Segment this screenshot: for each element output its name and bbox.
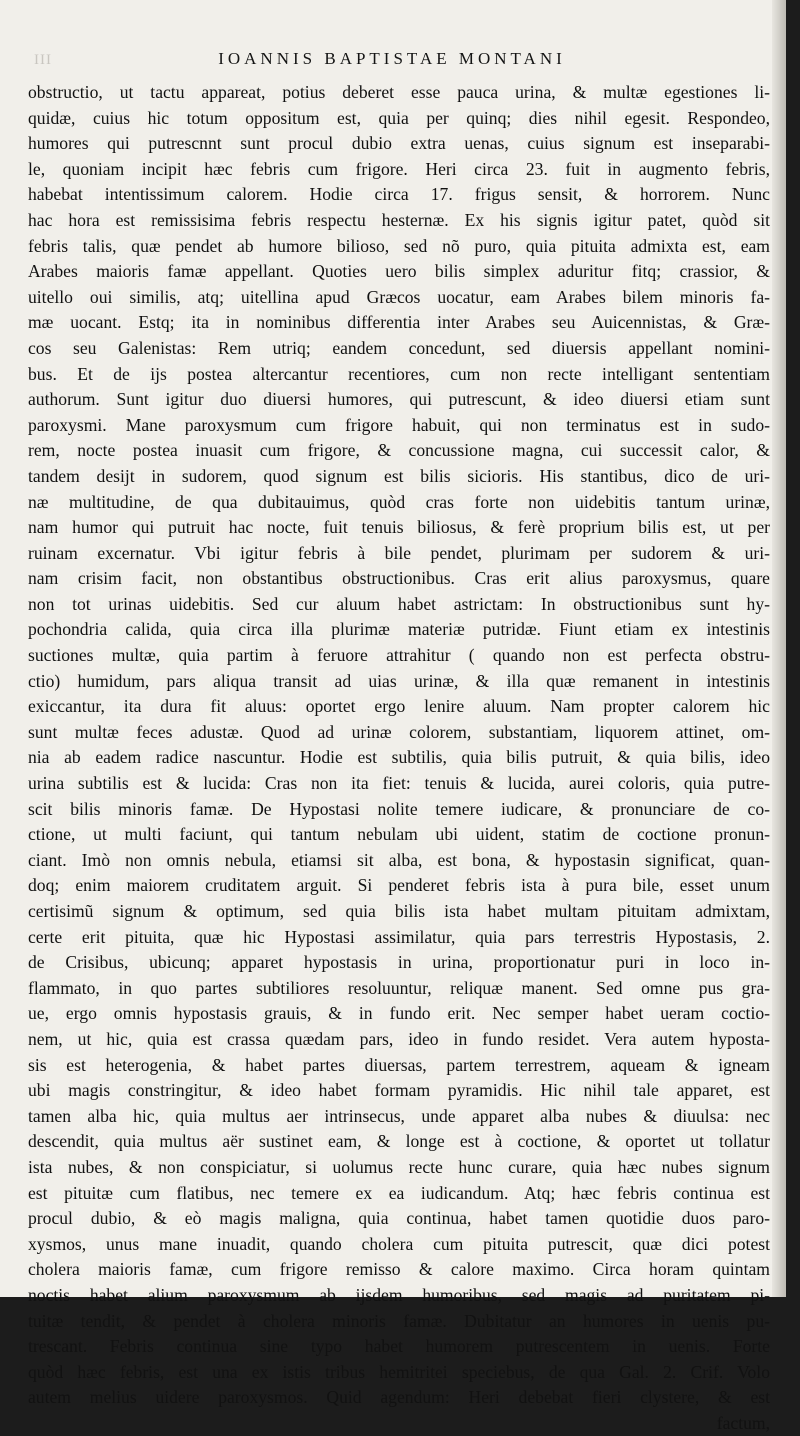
text-line: scit bilis minoris famæ. De Hypostasi nolite temere iudicare, & pronunciare de co- [28, 798, 770, 819]
text-line: paroxysmi. Mane paroxysmum cum frigore habuit, qui non terminatus est in sudo- [28, 414, 770, 435]
text-line: ctione, ut multi faciunt, qui tantum nebulam ubi uident, statim de coctione pronun- [28, 824, 770, 845]
text-line: procul dubio, & eò magis maligna, quia continua, habet tamen quotidie duos paro- [28, 1208, 770, 1229]
text-line: rem, nocte postea inuasit cum frigore, & concussione magna, cui successit calor, & [28, 440, 770, 461]
text-line: flammato, in quo partes subtiliores resoluuntur, reliquæ manent. Sed omne pus gra- [28, 977, 770, 998]
text-line: cholera maioris famæ, cum frigore remisso & calore maximo. Circa horam quintam [28, 1259, 770, 1280]
text-line: cos seu Galenistas: Rem utriq; eandem concedunt, sed diuersis appellant nomini- [28, 337, 770, 358]
text-line: non tot urinas uidebitis. Sed cur aluum habet astrictam: In obstructionibus sunt hy- [28, 593, 770, 614]
text-line: exiccantur, ita dura fit aluus: oportet ergo lenire aluum. Nam propter calorem hic [28, 696, 770, 717]
text-line: le, quoniam incipit hæc febris cum frigore. Heri circa 23. fuit in augmento febris, [28, 158, 770, 179]
text-line: ruinam excernatur. Vbi igitur febris à bile pendet, plurimam per sudorem & uri- [28, 542, 770, 563]
text-line: ciant. Imò non omnis nebula, etiamsi sit alba, est bona, & hypostasin significat, quan- [28, 849, 770, 870]
text-line: nem, ut hic, quia est crassa quædam pars, ideo in fundo residet. Vera autem hyposta- [28, 1028, 770, 1049]
body-text [28, 80, 770, 1436]
text-line: urina subtilis est & lucida: Cras non ita fiet: tenuis & lucida, aurei coloris, quia putre- [28, 773, 770, 794]
text-line: mæ uocant. Estq; ita in nominibus differentia inter Arabes seu Auicennistas, & Græ- [28, 312, 770, 333]
text-line: de Crisibus, ubicunq; apparet hypostasis in urina, proportionatur puri in loco in- [28, 952, 770, 973]
text-line: ue, ergo omnis hypostasis grauis, & in fundo erit. Nec semper habet ueram coctio- [28, 1003, 770, 1024]
text-line: nam humor qui putruit hac nocte, fuit tenuis biliosus, & ferè proprium bilis est, ut per [28, 517, 770, 538]
text-line: hac hora est remissisima febris respectu hesternæ. Ex his signis igitur patet, quòd sit [28, 209, 770, 230]
text-line: humores qui putrescnnt sunt procul dubio extra uenas, cuius signum est inseparabi- [28, 133, 770, 154]
text-line: xysmos, unus mane inuadit, quando cholera cum pituita putrescit, quæ dici potest [28, 1233, 770, 1254]
text-line: noctis habet alium paroxysmum ab ijsdem humoribus, sed magis ad puritatem pi- [28, 1284, 770, 1305]
text-line: Arabes maioris famæ appellant. Quoties uero bilis simplex aduritur fitq; crassior, & [28, 261, 770, 282]
folio-number: III [34, 52, 52, 68]
text-line: tamen alba hic, quia multus aer intrinsecus, unde apparet alba nubes & diuulsa: nec [28, 1105, 770, 1126]
text-line: certe erit pituita, quæ hic Hypostasi assimilatur, quia pars terrestris Hypostasis, 2. [28, 926, 770, 947]
text-line: nam crisim facit, non obstantibus obstructionibus. Cras erit alius paroxysmus, quare [28, 568, 770, 589]
text-line: doq; enim maiorem cruditatem arguit. Si penderet febris ista à pura bile, esset unum [28, 875, 770, 896]
text-line: pochondria calida, quia circa illa plurimæ materiæ putridæ. Fiunt etiam ex intestinis [28, 619, 770, 640]
text-line: ista nubes, & non conspiciatur, si uolumus recte hunc curare, quia hæc nubes signum [28, 1156, 770, 1177]
text-line: ubi magis constringitur, & ideo habet formam pyramidis. Hic nihil tale apparet, est [28, 1080, 770, 1101]
running-head: IOANNIS BAPTISTAE MONTANI [218, 49, 566, 68]
text-line: nia ab eadem radice nascuntur. Hodie est subtilis, quia bilis putruit, & quia bilis, ideo [28, 747, 770, 768]
text-line: næ multitudine, de qua dubitauimus, quòd cras forte non uidebitis tantum urinæ, [28, 491, 770, 512]
text-line: authorum. Sunt igitur duo diuersi humores, qui putrescunt, & ideo diuersi etiam sunt [28, 389, 770, 410]
text-line: febris talis, quæ pendet ab humore bilioso, sed nõ puro, quia pituita admixta est, eam [28, 235, 770, 256]
page-header [28, 40, 756, 78]
text-line: sunt multæ feces adustæ. Quod ad urinæ colorem, substantiam, liquorem attinet, om- [28, 721, 770, 742]
text-line: quòd hæc febris, est una ex istis tribus hemitritei speciebus, de qua Gal. 2. Crif. Volo [28, 1361, 770, 1382]
text-line: uitello oui similis, atq; uitellina apud Græcos uocatur, eam Arabes bilem minoris fa- [28, 286, 770, 307]
text-line: trescant. Febris continua sine typo habet humorem putrescentem in uenis. Forte [28, 1336, 770, 1357]
text-line: suctiones multæ, quia partim à feruore attrahitur ( quando non est perfecta obstru- [28, 645, 770, 666]
text-line: descendit, quia multus aër sustinet eam, & longe est à coctione, & oportet ut tollatur [28, 1131, 770, 1152]
text-line: sis est heterogenia, & habet partes diuersas, partem terrestrem, aqueam & igneam [28, 1054, 770, 1075]
text-line: obstructio, ut tactu appareat, potius deberet esse pauca urina, & multæ egestiones li- [28, 82, 770, 102]
text-line: habebat intentissimum calorem. Hodie circa 17. frigus sensit, & horrorem. Nunc [28, 184, 770, 205]
text-line: bus. Et de ijs postea altercantur recentiores, cum non recte intelligant sententiam [28, 363, 770, 384]
text-line: quidæ, cuius hic totum oppositum est, quia per quinq; dies nihil egesit. Respondeo, [28, 107, 770, 128]
text-line: tandem desijt in sudorem, quod signum est bilis sicioris. His stantibus, dico de uri- [28, 465, 770, 486]
text-line: est pituitæ cum flatibus, nec temere ex ea iudicandum. Atq; hæc febris continua est [28, 1182, 770, 1203]
text-line: factum, [716, 1412, 770, 1433]
text-line: certisimũ signum & optimum, sed quia bilis ista habet multam pituitam admixtam, [28, 901, 770, 921]
text-line: autem melius uidere paroxysmos. Quid agendum: Heri debebat fieri clystere, & est [28, 1387, 770, 1408]
text-line: tuitæ tendit, & pendet à cholera minoris famæ. Dubitatur an humores in uenis pu- [28, 1310, 770, 1331]
text-line: ctio) humidum, pars aliqua transit ad uias urinæ, & illa quæ remanent in intestinis [28, 670, 770, 691]
